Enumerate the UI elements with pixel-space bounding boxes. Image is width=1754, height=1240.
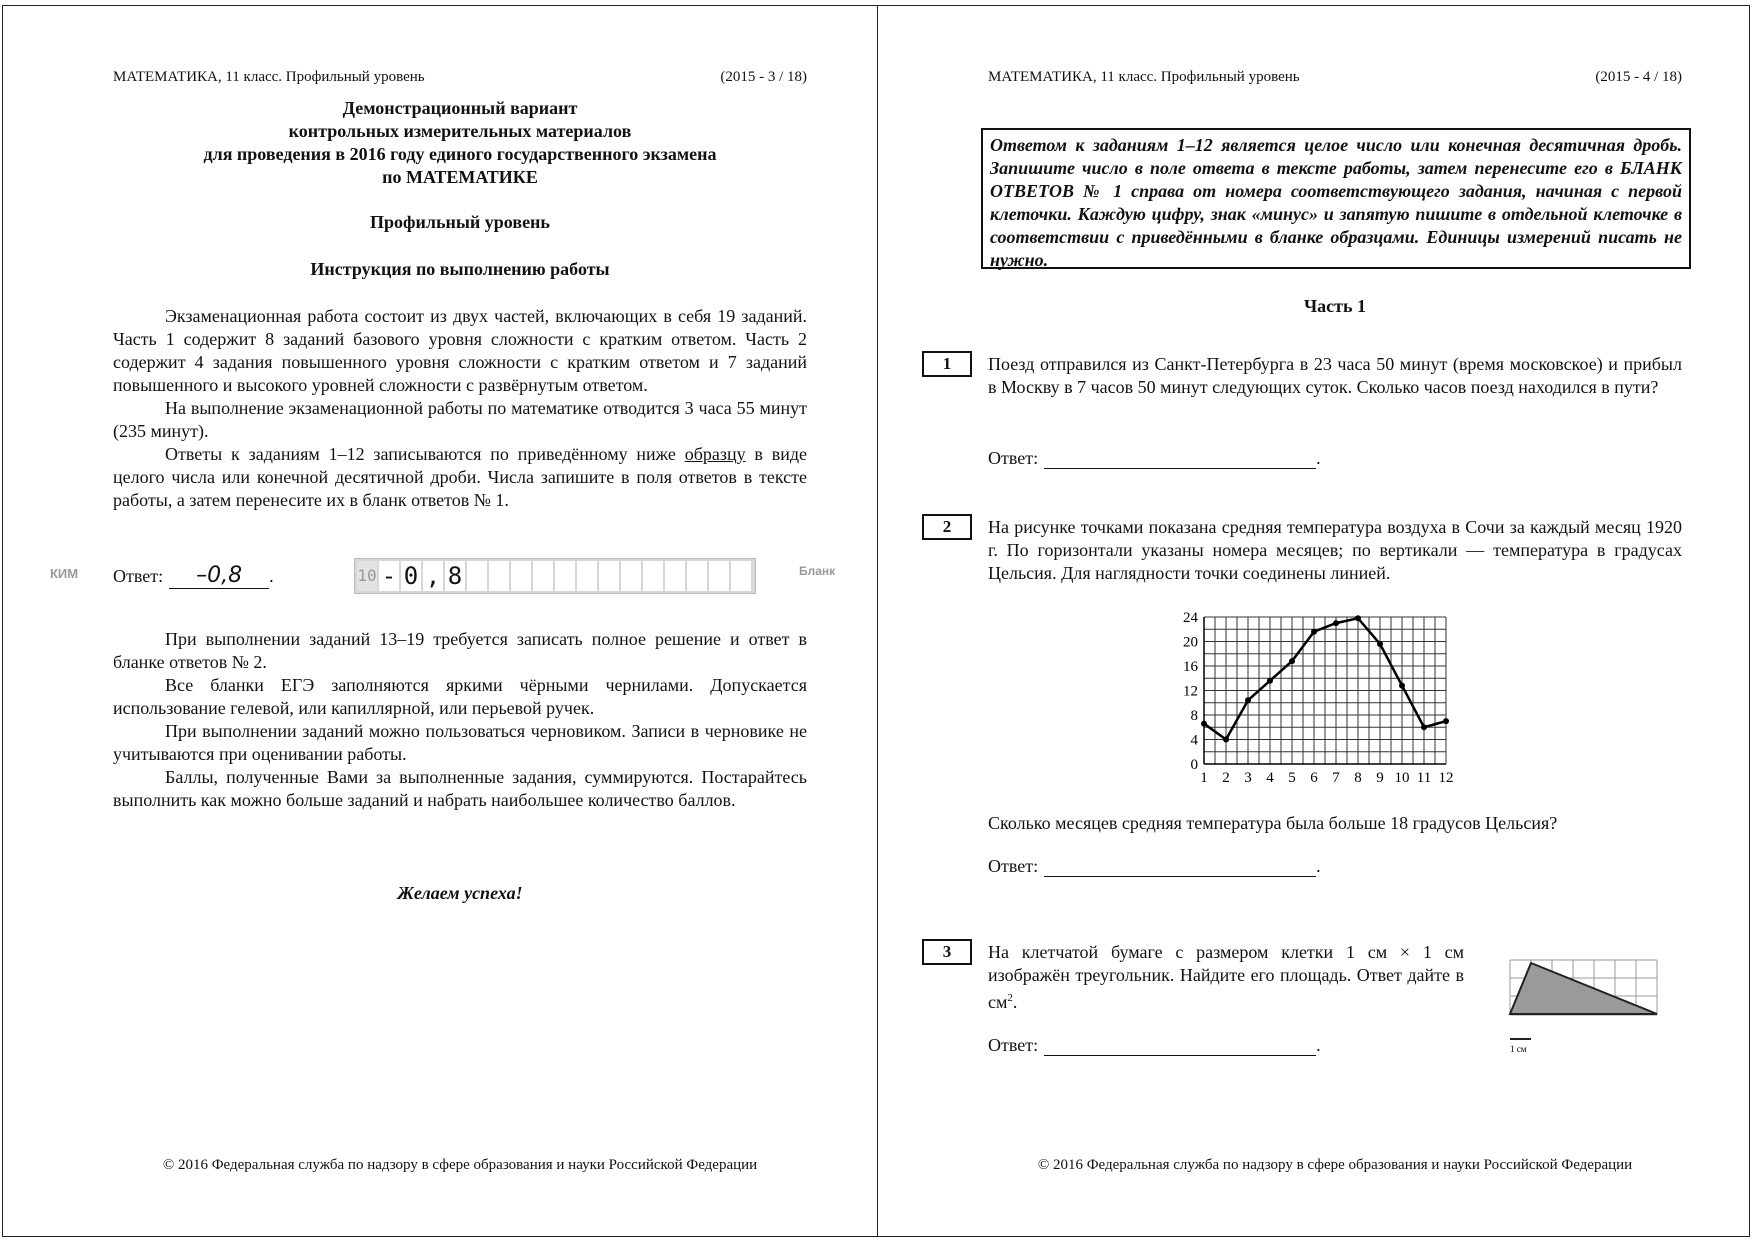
page-divider <box>877 5 878 1237</box>
answer-cell <box>533 561 553 591</box>
data-point <box>1289 658 1295 664</box>
task-3-text-end: . <box>1012 992 1018 1012</box>
scale-label: 1 см <box>1510 1044 1527 1054</box>
task-2-question: Сколько месяцев средняя температура была больше 18 градусов Цельсия? <box>988 813 1558 833</box>
x-tick-label: 12 <box>1438 770 1454 786</box>
y-tick-label: 20 <box>1183 634 1198 651</box>
task-3-superscript: 2 <box>1007 992 1013 1004</box>
y-tick-label: 0 <box>1190 757 1198 773</box>
paragraph: Баллы, полученные Вами за выполненные задания, суммируются. Постарайтесь выполнить как можно больше заданий и набрать наибольшее количество баллов. <box>113 767 807 810</box>
x-tick-label: 4 <box>1266 770 1274 786</box>
paragraph: Экзаменационная работа состоит из двух частей, включающих в себя 19 заданий. Часть 1 содержит 8 заданий базового уровня сложности с кратким ответом. Часть 2 содержит 4 задания повышенного уровня сложности с кратким ответом и 7 заданий повышенного и высокого уровней сложности с развёрнутым ответом. <box>113 306 807 395</box>
answer-cell <box>511 561 531 591</box>
cell-task-number: 10 <box>357 561 377 591</box>
instructions-text <box>113 305 807 512</box>
answer-cell <box>643 561 663 591</box>
answer-cell: 8 <box>445 561 465 591</box>
x-tick-label: 3 <box>1244 770 1252 786</box>
y-tick-label: 16 <box>1183 659 1198 675</box>
answer-line <box>1044 1037 1316 1056</box>
task-1-answer <box>988 448 1321 469</box>
y-tick-label: 8 <box>1190 708 1198 724</box>
answer-cell <box>599 561 619 591</box>
answer-cell: , <box>423 561 443 591</box>
answer-cell <box>709 561 729 591</box>
page-header <box>113 69 807 86</box>
header-subject: МАТЕМАТИКА, 11 класс. Профильный уровень <box>113 69 425 85</box>
chart-grid <box>1204 617 1446 764</box>
handwritten-answer: –0,8 <box>169 563 269 589</box>
answer-label: Ответ: <box>988 1035 1039 1055</box>
header-subject: МАТЕМАТИКА, 11 класс. Профильный уровень <box>988 69 1300 85</box>
title-line: для проведения в 2016 году единого государственного экзамена <box>203 144 717 164</box>
data-point <box>1355 615 1361 621</box>
page-footer: © 2016 Федеральная служба по надзору в сфере образования и науки Российской Федерации <box>1037 1157 1633 1173</box>
answer-cell <box>489 561 509 591</box>
paragraph-text: Ответы к заданиям 1–12 записываются по приведённому ниже <box>165 444 685 464</box>
title-line: контрольных измерительных материалов <box>288 121 632 141</box>
answer-label: Ответ: <box>113 566 164 586</box>
task-2-number: 2 <box>922 514 972 540</box>
answer-instructions-box: Ответом к заданиям 1–12 является целое число или конечная десятичная дробь. Запишите число в поле ответа в тексте работы, затем перенесите его в БЛАНК ОТВЕТОВ № 1 справа от номера соответствующего задания, начиная с первой клеточки. Каждую цифру, знак «минус» и запятую пишите в отдельной клеточке в соответствии с приведёнными в бланке образцами. Единицы измерений писать не нужно. <box>981 128 1691 269</box>
data-point <box>1267 678 1273 684</box>
data-point <box>1443 718 1449 724</box>
kim-label: КИМ <box>50 566 79 581</box>
good-luck-text: Желаем успеха! <box>397 883 523 903</box>
task-3-number: 3 <box>922 939 972 965</box>
title-line: по МАТЕМАТИКЕ <box>382 167 538 187</box>
answer-line <box>1044 450 1316 469</box>
data-point <box>1399 683 1405 689</box>
answer-end: . <box>1316 1035 1321 1055</box>
x-tick-label: 2 <box>1222 770 1230 786</box>
task-2-text: На рисунке точками показана средняя температура воздуха в Сочи за каждый месяц 1920 г. По горизонтали указаны номера месяцев; по вертикали — температура в градусах Цельсия. Для наглядности точки соединены линией. <box>988 517 1682 583</box>
triangle-shape <box>1510 963 1657 1014</box>
x-tick-label: 5 <box>1288 770 1296 786</box>
data-point <box>1245 697 1251 703</box>
x-tick-label: 11 <box>1416 770 1432 786</box>
x-tick-label: 8 <box>1354 770 1362 786</box>
data-point <box>1223 737 1229 743</box>
answer-cell <box>687 561 707 591</box>
y-tick-label: 12 <box>1183 683 1198 700</box>
answer-label: Ответ: <box>988 856 1039 876</box>
answer-cell <box>555 561 575 591</box>
task-1-text: Поезд отправился из Санкт-Петербурга в 23 часа 50 минут (время московское) и прибыл в Москву в 7 часов 50 минут следующих суток. Сколько часов поезд находился в пути? <box>988 354 1682 397</box>
level-heading: Профильный уровень <box>370 212 550 232</box>
answer-example: Ответ: –0,8 . <box>113 563 274 588</box>
x-tick-label: 9 <box>1376 770 1384 786</box>
paragraph: Все бланки ЕГЭ заполняются яркими чёрными чернилами. Допускается использование гелевой, или капиллярной, или перьевой ручек. <box>113 675 807 718</box>
answer-cell <box>467 561 487 591</box>
answer-cells-sample <box>354 558 756 594</box>
title-line: Демонстрационный вариант <box>342 98 578 118</box>
paragraph: При выполнении заданий можно пользоваться черновиком. Записи в черновике не учитываются при оценивании работы. <box>113 721 807 764</box>
answer-line <box>1044 858 1316 877</box>
page-header <box>988 69 1682 86</box>
paragraph: При выполнении заданий 13–19 требуется записать полное решение и ответ в бланке ответов № 2. <box>113 629 807 672</box>
paragraph: На выполнение экзаменационной работы по математике отводится 3 часа 55 минут (235 минут). <box>113 398 807 441</box>
x-tick-label: 7 <box>1332 770 1340 786</box>
part-title: Часть 1 <box>1303 296 1367 316</box>
data-point <box>1311 629 1317 635</box>
paragraph-text: в виде целого числа или конечной десятичной дроби. Числа запишите в поля ответов в тексте работы, а затем перенесите их в бланк ответов № 1. <box>113 444 807 510</box>
y-tick-label: 4 <box>1190 732 1198 749</box>
answer-cell <box>621 561 641 591</box>
answer-end: . <box>1316 448 1321 468</box>
x-tick-label: 1 <box>1200 770 1208 786</box>
task-2-answer <box>988 856 1321 877</box>
x-tick-label: 10 <box>1394 770 1410 786</box>
task-1-number: 1 <box>922 351 972 377</box>
answer-label: Ответ: <box>988 448 1039 468</box>
triangle-figure <box>1505 955 1675 1065</box>
answer-cell: - <box>379 561 399 591</box>
data-point <box>1377 641 1383 647</box>
instructions-heading: Инструкция по выполнению работы <box>310 259 610 279</box>
data-point <box>1333 620 1339 626</box>
task-3-text-main: На клетчатой бумаге с размером клетки 1 см × 1 см изображён треугольник. Найдите его площадь. Ответ дайте в см <box>988 942 1464 1012</box>
x-tick-label: 6 <box>1310 770 1318 786</box>
task-3-text <box>988 941 1464 1014</box>
document-title <box>113 97 807 189</box>
data-point <box>1421 724 1427 730</box>
instructions-text-2 <box>113 628 807 812</box>
blank-label: Бланк <box>799 564 836 578</box>
data-point <box>1201 721 1207 727</box>
answer-cell: 0 <box>401 561 421 591</box>
header-page-number: (2015 - 3 / 18) <box>720 69 807 85</box>
y-tick-label: 24 <box>1183 610 1198 626</box>
answer-cell <box>665 561 685 591</box>
temperature-chart <box>1160 607 1454 787</box>
answer-end: . <box>1316 856 1321 876</box>
answer-cell <box>577 561 597 591</box>
sample-link: образцу <box>684 444 746 464</box>
page-footer: © 2016 Федеральная служба по надзору в сфере образования и науки Российской Федерации <box>162 1157 758 1173</box>
answer-cell <box>731 561 751 591</box>
left-page <box>113 0 807 1240</box>
task-3-answer <box>988 1035 1321 1056</box>
paragraph <box>113 443 807 512</box>
header-page-number: (2015 - 4 / 18) <box>1595 69 1682 85</box>
